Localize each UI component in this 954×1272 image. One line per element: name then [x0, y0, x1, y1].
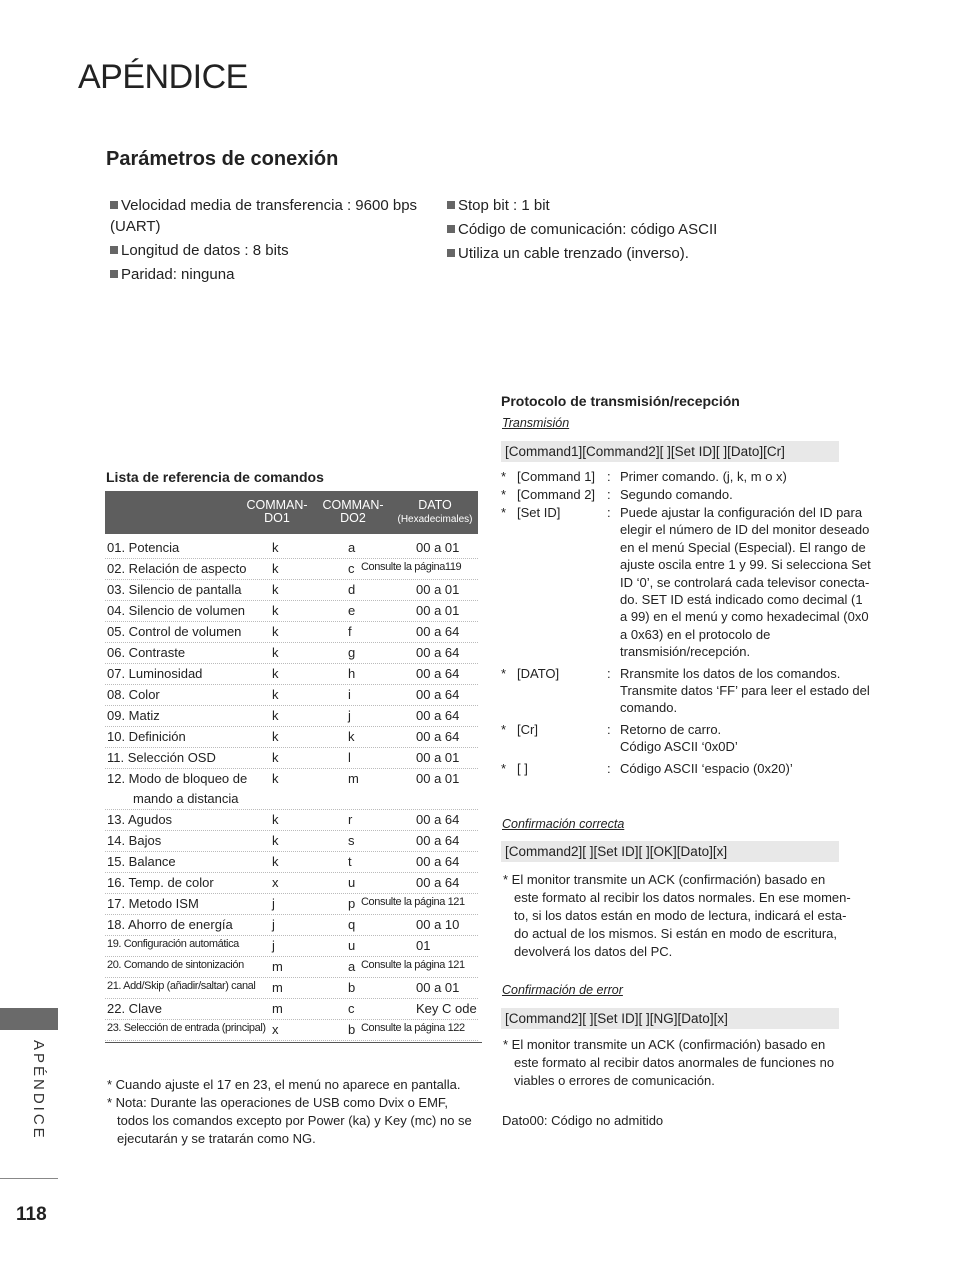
side-label: APÉNDICE [30, 1040, 47, 1141]
err-text [503, 1036, 834, 1090]
cell-command2: b [348, 980, 356, 995]
cell-name: 01. Potencia [107, 540, 180, 555]
table-row [105, 663, 478, 685]
cell-dato: Key C ode [416, 1001, 477, 1016]
table-bottom-rule [105, 1042, 482, 1043]
cell-name: 08. Color [107, 687, 160, 702]
cell-command2: f [348, 624, 352, 639]
cell-dato: 00 a 64 [416, 854, 460, 869]
cell-command2: t [348, 854, 352, 869]
bullet-star: * [501, 469, 507, 484]
cell-command2: d [348, 582, 356, 597]
cell-name: 14. Bajos [107, 833, 162, 848]
cell-command1: k [272, 833, 279, 848]
text-line: do actual de los mismos. Si están en modo de escritura, [514, 926, 837, 941]
cell-command1: k [272, 582, 279, 597]
params-right [447, 194, 717, 266]
table-row [105, 893, 478, 915]
def-text: a 99) en el menú y como hexadecimal (0x0 [620, 609, 869, 625]
def-text: elegir el número de ID del monitor deseado [620, 522, 870, 538]
table-row [105, 956, 478, 978]
cell-command1: k [272, 666, 279, 681]
def-key: [ ] [517, 760, 528, 776]
cell-command1: k [272, 540, 279, 555]
cell-command1: j [272, 938, 275, 953]
table-row [105, 851, 478, 873]
cell-name: 11. Selección OSD [107, 750, 216, 765]
cell-command2: c [348, 561, 355, 576]
cell-dato: 00 a 64 [416, 708, 460, 723]
notes [107, 1076, 472, 1148]
bullet-star: * [501, 721, 507, 737]
cell-command2: u [348, 875, 356, 890]
def-colon: : [607, 505, 611, 520]
table-row [105, 747, 478, 769]
transmision-format: [Command1][Command2][ ][Set ID][ ][Dato][Cr] [501, 441, 839, 462]
cell-name: 04. Silencio de volumen [107, 603, 246, 618]
cell-dato: 00 a 64 [416, 666, 460, 681]
protocol-title: Protocolo de transmisión/recepción [501, 393, 740, 409]
section-title: Parámetros de conexión [106, 148, 339, 170]
cell-command1: k [272, 729, 279, 744]
cell-name: 09. Matiz [107, 708, 160, 723]
cell-name: 21. Add/Skip (añadir/saltar) canal [107, 980, 256, 992]
cell-name: 19. Configuración automática [107, 938, 239, 950]
cell-dato: Consulte la página 121 [361, 959, 465, 971]
cell-command1: k [272, 812, 279, 827]
cell-dato: Consulte la página 122 [361, 1022, 465, 1034]
cell-command2: a [348, 540, 356, 555]
side-rule [0, 1178, 58, 1179]
text-line: * El monitor transmite un ACK (confirmación) basado en [503, 872, 826, 887]
table-row [105, 705, 478, 727]
ok-format: [Command2][ ][Set ID][ ][OK][Dato][x] [501, 841, 839, 862]
table-row [105, 872, 478, 894]
cell-dato: 00 a 10 [416, 917, 460, 932]
cell-command2: e [348, 603, 356, 618]
table-row [105, 579, 478, 601]
side-tab [0, 1008, 58, 1030]
cell-command2: g [348, 645, 356, 660]
cell-command2: s [348, 833, 355, 848]
param-item: Código de comunicación: código ASCII [447, 218, 717, 242]
param-item: Longitud de datos : 8 bits [110, 239, 417, 263]
def-colon: : [607, 469, 611, 484]
cell-command1: k [272, 771, 279, 786]
cell-command1: m [272, 980, 283, 995]
def-text: a 0x63) en el protocolo de [620, 626, 771, 642]
def-text: Primer comando. (j, k, m o x) [620, 469, 787, 484]
cell-command1: k [272, 645, 279, 660]
cell-command2: b [348, 1022, 356, 1037]
cell-dato: 00 a 64 [416, 833, 460, 848]
table-header [105, 491, 478, 534]
param-item: Utiliza un cable trenzado (inverso). [447, 242, 717, 266]
bullet-star: * [501, 760, 507, 776]
def-colon: : [607, 760, 611, 776]
text-line: este formato al recibir datos anormales de funciones no [514, 1055, 835, 1070]
cell-command1: k [272, 708, 279, 723]
cell-command1: j [272, 917, 275, 932]
note-line: todos los comandos excepto por Power (ka) y Key (mc) no se [117, 1113, 472, 1128]
note-line: * Cuando ajuste el 17 en 23, el menú no aparece en pantalla. [107, 1077, 461, 1092]
cell-command2: j [348, 708, 351, 723]
cell-dato: 00 a 64 [416, 687, 460, 702]
transmision-label: Transmisión [502, 416, 570, 430]
cell-command1: j [272, 896, 275, 911]
cell-dato: Consulte la página 121 [361, 896, 465, 908]
note-line: * Nota: Durante las operaciones de USB como Dvix o EMF, [107, 1095, 449, 1110]
cell-name: 03. Silencio de pantalla [107, 582, 242, 597]
cell-command1: k [272, 854, 279, 869]
cell-name: 22. Clave [107, 1001, 162, 1016]
text-line: to, si los datos están en modo de lectura, indicará el esta- [514, 908, 847, 923]
cell-name: 23. Selección de entrada (principal) [107, 1022, 266, 1034]
bullet-star: * [501, 665, 507, 681]
def-colon: : [607, 721, 611, 737]
table-row [105, 768, 478, 810]
cell-command1: k [272, 750, 279, 765]
def-text: Retorno de carro. [620, 721, 722, 737]
table-row [105, 684, 478, 706]
cell-name: 10. Definición [107, 729, 186, 744]
table-title: Lista de referencia de comandos [106, 469, 324, 485]
cell-dato: 00 a 64 [416, 812, 460, 827]
cell-command1: m [272, 1001, 283, 1016]
def-text: Código ASCII ‘espacio (0x20)’ [620, 760, 793, 776]
cell-command2: k [348, 729, 355, 744]
cell-dato: 00 a 01 [416, 980, 460, 995]
table-row [105, 977, 478, 999]
def-key: [DATO] [517, 665, 560, 681]
cell-command1: k [272, 687, 279, 702]
def-colon: : [607, 665, 611, 681]
bullet-star: * [501, 487, 507, 502]
note-line: ejecutarán y se tratarán como NG. [117, 1131, 316, 1146]
ok-label: Confirmación correcta [502, 817, 625, 831]
cell-command2: c [348, 1001, 355, 1016]
def-key: [Command 1] [517, 469, 596, 484]
cell-name-cont: mando a distancia [133, 791, 239, 806]
def-text: Rransmite los datos de los comandos. [620, 665, 841, 681]
cell-name: 06. Contraste [107, 645, 186, 660]
header-dato: DATO (Hexadecimales) [397, 498, 473, 525]
cell-command2: l [348, 750, 351, 765]
def-text: transmisión/recepción. [620, 644, 751, 660]
def-text: Transmite datos ‘FF’ para leer el estado del [620, 683, 870, 698]
cell-dato: 00 a 01 [416, 750, 460, 765]
table-row [105, 642, 478, 664]
cell-dato: Consulte la página119 [361, 561, 462, 573]
cell-command1: k [272, 624, 279, 639]
params-left [110, 194, 417, 287]
param-item: Paridad: ninguna [110, 263, 417, 287]
def-text: Segundo comando. [620, 487, 733, 502]
cell-command2: p [348, 896, 356, 911]
cell-command2: r [348, 812, 353, 827]
param-item: (UART) [110, 218, 161, 235]
err-format: [Command2][ ][Set ID][ ][NG][Dato][x] [501, 1008, 839, 1029]
cell-dato: 00 a 01 [416, 582, 460, 597]
cell-dato: 00 a 01 [416, 771, 460, 786]
header-command2: COMMAN- DO2 [322, 498, 384, 525]
cell-name: 16. Temp. de color [107, 875, 214, 890]
table-row [105, 809, 478, 831]
def-key: [Command 2] [517, 487, 596, 502]
cell-command1: m [272, 959, 283, 974]
cell-command2: i [348, 687, 351, 702]
cell-command2: u [348, 938, 356, 953]
cell-command1: k [272, 603, 279, 618]
cell-dato: 00 a 64 [416, 645, 460, 660]
table-row [105, 998, 478, 1020]
cell-command1: k [272, 561, 279, 576]
param-item: Stop bit : 1 bit [447, 194, 717, 218]
err-label: Confirmación de error [502, 983, 623, 997]
table-row [105, 621, 478, 643]
cell-name: 20. Comando de sintonización [107, 959, 244, 971]
table-row [105, 558, 478, 580]
def-key: [Cr] [517, 721, 538, 737]
table-row [105, 914, 478, 936]
dato00-note: Dato00: Código no admitido [502, 1113, 664, 1128]
def-text: Código ASCII ‘0x0D’ [620, 739, 738, 755]
cell-dato: 00 a 01 [416, 603, 460, 618]
text-line: este formato al recibir los datos normales. En ese momen- [514, 890, 851, 905]
cell-name: 18. Ahorro de energía [107, 917, 233, 932]
def-colon: : [607, 487, 611, 502]
table-row [105, 830, 478, 852]
cell-command2: m [348, 771, 359, 786]
cell-command2: q [348, 917, 356, 932]
cell-name: 17. Metodo ISM [107, 896, 199, 911]
cell-name: 07. Luminosidad [107, 666, 203, 681]
cell-name: 02. Relación de aspecto [107, 561, 247, 576]
cell-dato: 01 [416, 938, 431, 953]
table-row [105, 600, 478, 622]
table-row [105, 537, 478, 559]
table-row [105, 1019, 478, 1041]
ok-text [503, 871, 851, 961]
cell-name: 13. Agudos [107, 812, 173, 827]
cell-name: 15. Balance [107, 854, 176, 869]
cell-dato: 00 a 64 [416, 875, 460, 890]
header-command1: COMMAN- DO1 [246, 498, 308, 525]
def-text: comando. [620, 700, 678, 716]
text-line: * El monitor transmite un ACK (confirmación) basado en [503, 1037, 826, 1052]
page-number: 118 [16, 1204, 47, 1225]
def-text: do. SET ID está indicado como decimal (1 [620, 592, 863, 607]
param-item: Velocidad media de transferencia : 9600 bps [110, 194, 417, 218]
cell-command1: x [272, 875, 279, 890]
page-title: APÉNDICE [78, 58, 248, 96]
cell-name: 05. Control de volumen [107, 624, 242, 639]
bullet-star: * [501, 505, 507, 520]
def-key: [Set ID] [517, 505, 561, 520]
def-text: Puede ajustar la configuración del ID para [620, 505, 863, 520]
def-text: en el menú Special (Especial). El rango de [620, 539, 866, 555]
cell-command1: x [272, 1022, 279, 1037]
protocol-definitions [501, 468, 881, 778]
cell-command2: h [348, 666, 356, 681]
def-text: ID ‘0’, se controlará cada televisor conecta- [620, 574, 870, 590]
table-row [105, 935, 478, 957]
table-row [105, 726, 478, 748]
cell-dato: 00 a 64 [416, 624, 460, 639]
def-text: ajuste oscila entre 1 y 99. Si selecciona Set [620, 557, 871, 573]
text-line: viables o errores de comunicación. [514, 1073, 715, 1088]
cell-dato: 00 a 64 [416, 729, 460, 744]
cell-command2: a [348, 959, 356, 974]
cell-dato: 00 a 01 [416, 540, 460, 555]
text-line: devolverá los datos del PC. [514, 944, 673, 959]
cell-name: 12. Modo de bloqueo de [107, 771, 248, 786]
